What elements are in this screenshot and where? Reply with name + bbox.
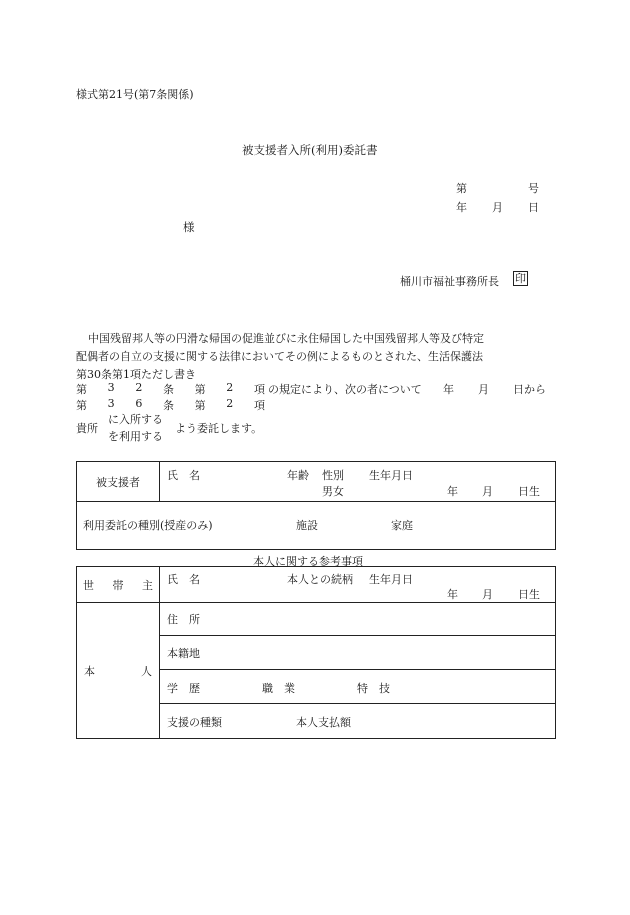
address-cell bbox=[160, 603, 556, 636]
recipient-info-cell bbox=[160, 462, 556, 502]
date-day: 日 bbox=[528, 201, 539, 214]
address-label: 住 所 bbox=[167, 613, 200, 626]
householder-dob-month: 月 bbox=[482, 588, 493, 601]
dob-month: 月 bbox=[482, 485, 493, 498]
seal-mark: 印 bbox=[515, 272, 526, 285]
commission-type-label: 利用委託の種別(授産のみ) bbox=[83, 519, 213, 532]
support-type-label: 支援の種類 bbox=[167, 716, 222, 729]
occupation-label: 職 業 bbox=[262, 682, 295, 695]
education-cell bbox=[160, 670, 556, 704]
name-label: 氏 名 bbox=[167, 469, 200, 482]
commission-type-cell bbox=[77, 502, 556, 550]
section-title: 本人に関する参考事項 bbox=[253, 555, 363, 568]
option-use: を利用する bbox=[108, 430, 163, 443]
date-month: 月 bbox=[492, 201, 503, 214]
age-label: 年齢 bbox=[287, 469, 309, 482]
householder-label: 世 帯 主 bbox=[83, 578, 153, 592]
doc-number-dai: 第 bbox=[456, 182, 467, 195]
person-label-cell bbox=[77, 603, 160, 739]
body-line-2: 配偶者の自立の支援に関する法律においてその例によるものとされた、生活保護法 bbox=[76, 350, 483, 363]
facility-option: 施設 bbox=[296, 519, 318, 532]
gender-values: 男女 bbox=[322, 485, 344, 498]
education-label: 学 歴 bbox=[167, 682, 200, 695]
householder-name-label: 氏 名 bbox=[167, 573, 200, 586]
from-month: 月 bbox=[478, 383, 489, 396]
from-year: 年 bbox=[443, 383, 454, 396]
date-year: 年 bbox=[456, 201, 467, 214]
article-32: 第 3 2 条 第 2 項 bbox=[76, 381, 265, 396]
body-line-3: 第30条第1項ただし書き bbox=[76, 368, 196, 381]
closing-text: よう委託します。 bbox=[175, 422, 263, 435]
dob-label: 生年月日 bbox=[369, 469, 413, 482]
skills-label: 特 技 bbox=[357, 682, 390, 695]
from-day: 日から bbox=[513, 383, 546, 396]
relation-label: 本人との続柄 bbox=[287, 573, 353, 586]
payment-label: 本人支払額 bbox=[296, 716, 351, 729]
dob-year: 年 bbox=[447, 485, 458, 498]
form-number: 様式第21号(第7条関係) bbox=[76, 88, 194, 101]
householder-label-cell bbox=[77, 567, 160, 603]
article-rest: の規定により、次の者について bbox=[268, 383, 422, 396]
householder-dob-day: 日生 bbox=[518, 588, 540, 601]
householder-dob-label: 生年月日 bbox=[369, 573, 413, 586]
addressee-suffix: 様 bbox=[183, 220, 195, 234]
reference-table bbox=[76, 566, 556, 739]
article-36: 第 3 6 条 第 2 項 bbox=[76, 397, 265, 412]
domicile-label: 本籍地 bbox=[167, 646, 200, 660]
recipient-label: 被支援者 bbox=[96, 475, 140, 489]
domicile-cell bbox=[160, 636, 556, 670]
issuer-name: 桶川市福祉事務所長 bbox=[400, 275, 499, 288]
support-cell bbox=[160, 704, 556, 739]
recipient-label-cell bbox=[77, 462, 160, 502]
kisho-label: 貴所 bbox=[76, 422, 98, 435]
person-label: 本 人 bbox=[84, 664, 152, 678]
recipient-table bbox=[76, 461, 556, 550]
document-title: 被支援者入所(利用)委託書 bbox=[242, 143, 378, 157]
householder-info-cell bbox=[160, 567, 556, 603]
householder-dob-year: 年 bbox=[447, 588, 458, 601]
dob-day: 日生 bbox=[518, 485, 540, 498]
doc-number-go: 号 bbox=[528, 182, 539, 195]
home-option: 家庭 bbox=[391, 519, 413, 532]
gender-label: 性別 bbox=[322, 469, 344, 482]
body-line-1: 中国残留邦人等の円滑な帰国の促進並びに永住帰国した中国残留邦人等及び特定 bbox=[88, 332, 484, 345]
option-admit: に入所する bbox=[108, 413, 163, 426]
